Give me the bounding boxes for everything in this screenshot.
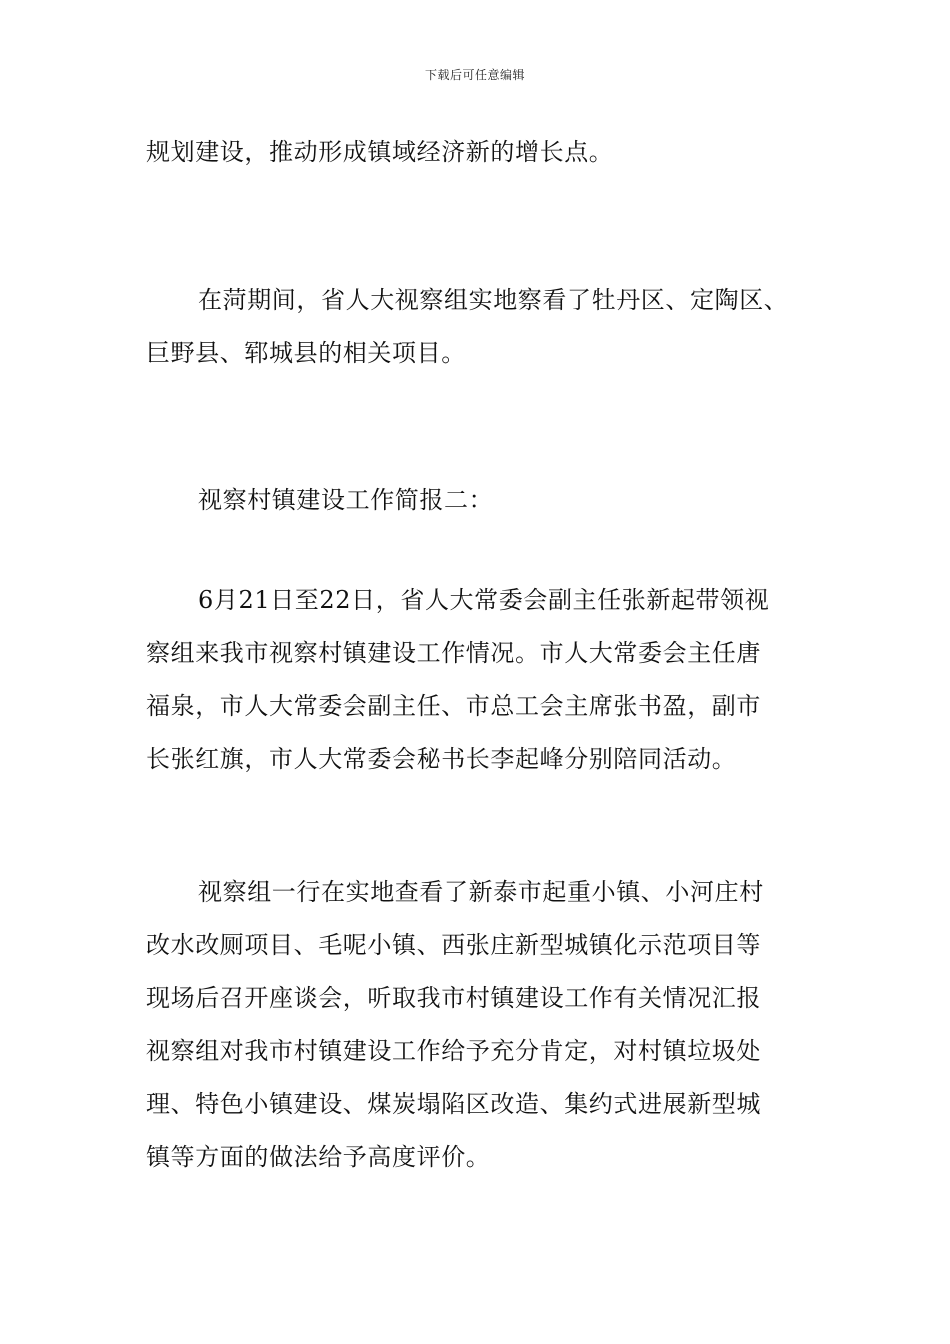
paragraph-continuation: 规划建设，推动形成镇域经济新的增长点。 [146, 138, 614, 166]
section-heading: 视察村镇建设工作简报二： [198, 486, 494, 514]
paragraph-site-inspection: 视察组一行在实地查看了新泰市起重小镇、小河庄村 改水改厕项目、毛呢小镇、西张庄新型城镇化示范项目等 现场后召开座谈会，听取我市村镇建设工作有关情况汇报 视察组对我市村镇建设工作给予充分肯定，对村镇垃圾处 理、特色小镇建设、煤炭塌陷区改造、集约式进展新型城 镇等方面的做法给予高度评价。 [146, 878, 764, 1171]
paragraph-briefing-intro: 6月21日至22日，省人大常委会副主任张新起带领视 察组来我市视察村镇建设工作情况。市人大常委会主任唐 福泉，市人大常委会副主任、市总工会主席张书盈，副市 长张红旗，市人大常委会秘书长李起峰分别陪同活动。 [146, 586, 770, 773]
paragraph-inspection-visit: 在菏期间，省人大视察组实地察看了牡丹区、定陶区、 巨野县、郓城县的相关项目。 [146, 286, 789, 367]
page-header: 下载后可任意编辑 [424, 68, 525, 82]
